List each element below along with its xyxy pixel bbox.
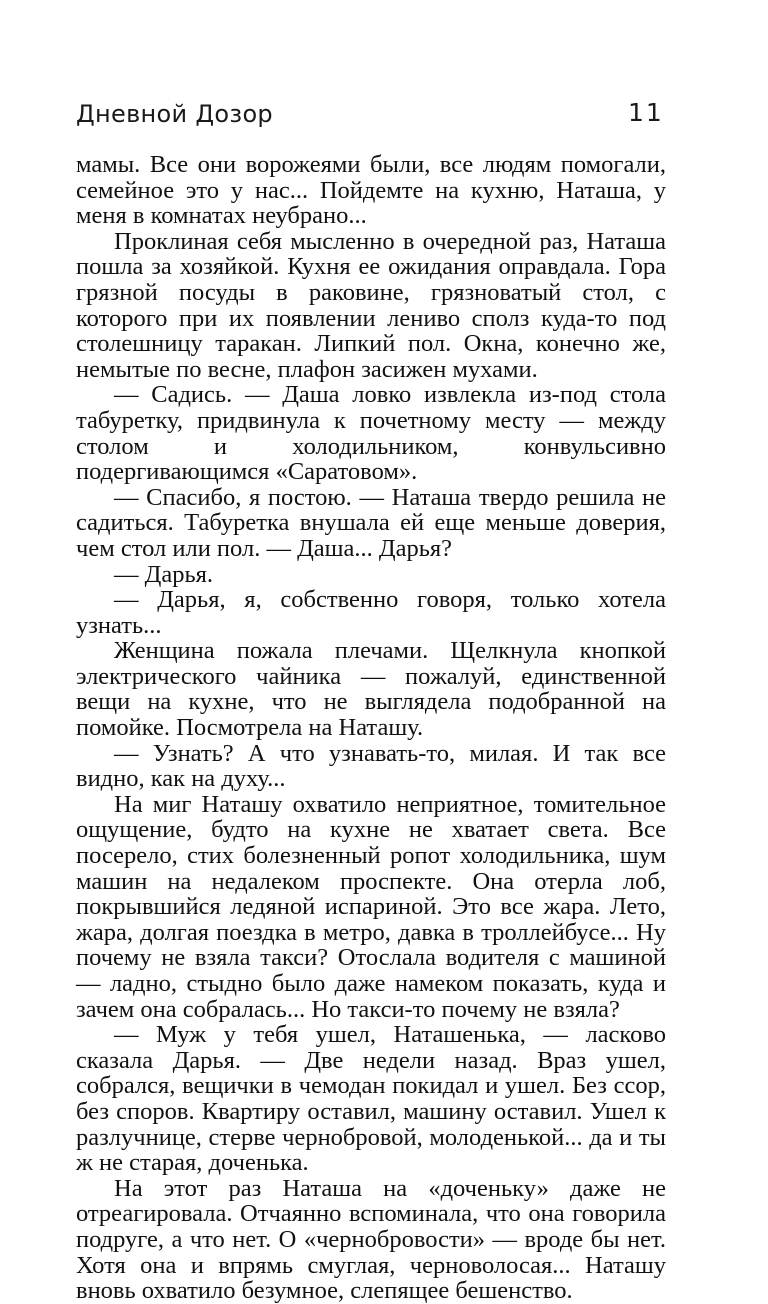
body-text	[76, 152, 666, 1304]
page-number: 11	[628, 98, 664, 127]
paragraph: — Узнать? А что узнавать-то, милая. И так все видно, как на духу...	[76, 739, 666, 793]
paragraph: — Дарья.	[114, 560, 214, 588]
paragraph: — Садись. — Даша ловко извлекла из-под стола табуретку, придвинула к почетному месту — между столом и холодильником, конвульсивно подергивающимся «Саратовом».	[76, 381, 666, 486]
paragraph: На миг Наташу охватило неприятное, томительное ощущение, будто на кухне не хватает света. Все посерело, стих болезненный ропот холодильника, шум машин на недалеком проспекте. Она отерла лоб, покрывшийся ледяной испариной. Это все жара. Лето, жара, долгая поездка в метро, давка в троллейбусе... Ну почему не взяла такси? Отослала водителя с машиной — ладно, стыдно было даже намеком показать, куда и зачем она собралась... Но такси-то почему не взяла?	[76, 790, 666, 1023]
paragraph: Проклиная себя мысленно в очередной раз, Наташа пошла за хозяйкой. Кухня ее ожидания оправдала. Гора грязной посуды в раковине, грязноватый стол, с которого при их появлении лениво сполз куда-то под столешницу таракан. Липкий пол. Окна, конечно же, немытые по весне, плафон засижен мухами.	[76, 227, 666, 383]
paragraph: Женщина пожала плечами. Щелкнула кнопкой электрического чайника — пожалуй, единственной вещи на кухне, что не выглядела подобранной на помойке. Посмотрела на Наташу.	[76, 637, 666, 742]
paragraph: — Муж у тебя ушел, Наташенька, — ласково сказала Дарья. — Две недели назад. Враз ушел, собрался, вещички в чемодан покидал и ушел. Без ссор, без споров. Квартиру оставил, машину оставил. Ушел к разлучнице, стерве чернобровой, молоденькой... да и ты ж не старая, доченька.	[76, 1021, 666, 1177]
paragraph: — Спасибо, я постою. — Наташа твердо решила не садиться. Табуретка внушала ей еще меньше доверия, чем стол или пол. — Даша... Дарья?	[76, 483, 666, 562]
paragraph: — Дарья, я, собственно говоря, только хотела узнать...	[76, 586, 666, 639]
running-title: Дневной Дозор	[76, 100, 273, 128]
paragraph: На этот раз Наташа на «доченьку» даже не отреагировала. Отчаянно вспоминала, что она говорила подруге, а что нет. О «чернобровости» — вроде бы нет. Хотя она и впрямь смуглая, черноволосая... Наташу вновь охватило безумное, слепящее бешенство.	[76, 1174, 666, 1304]
paragraph: мамы. Все они ворожеями были, все людям помогали, семейное это у нас... Пойдемте на кухню, Наташа, у меня в комнатах неубрано...	[76, 151, 666, 230]
